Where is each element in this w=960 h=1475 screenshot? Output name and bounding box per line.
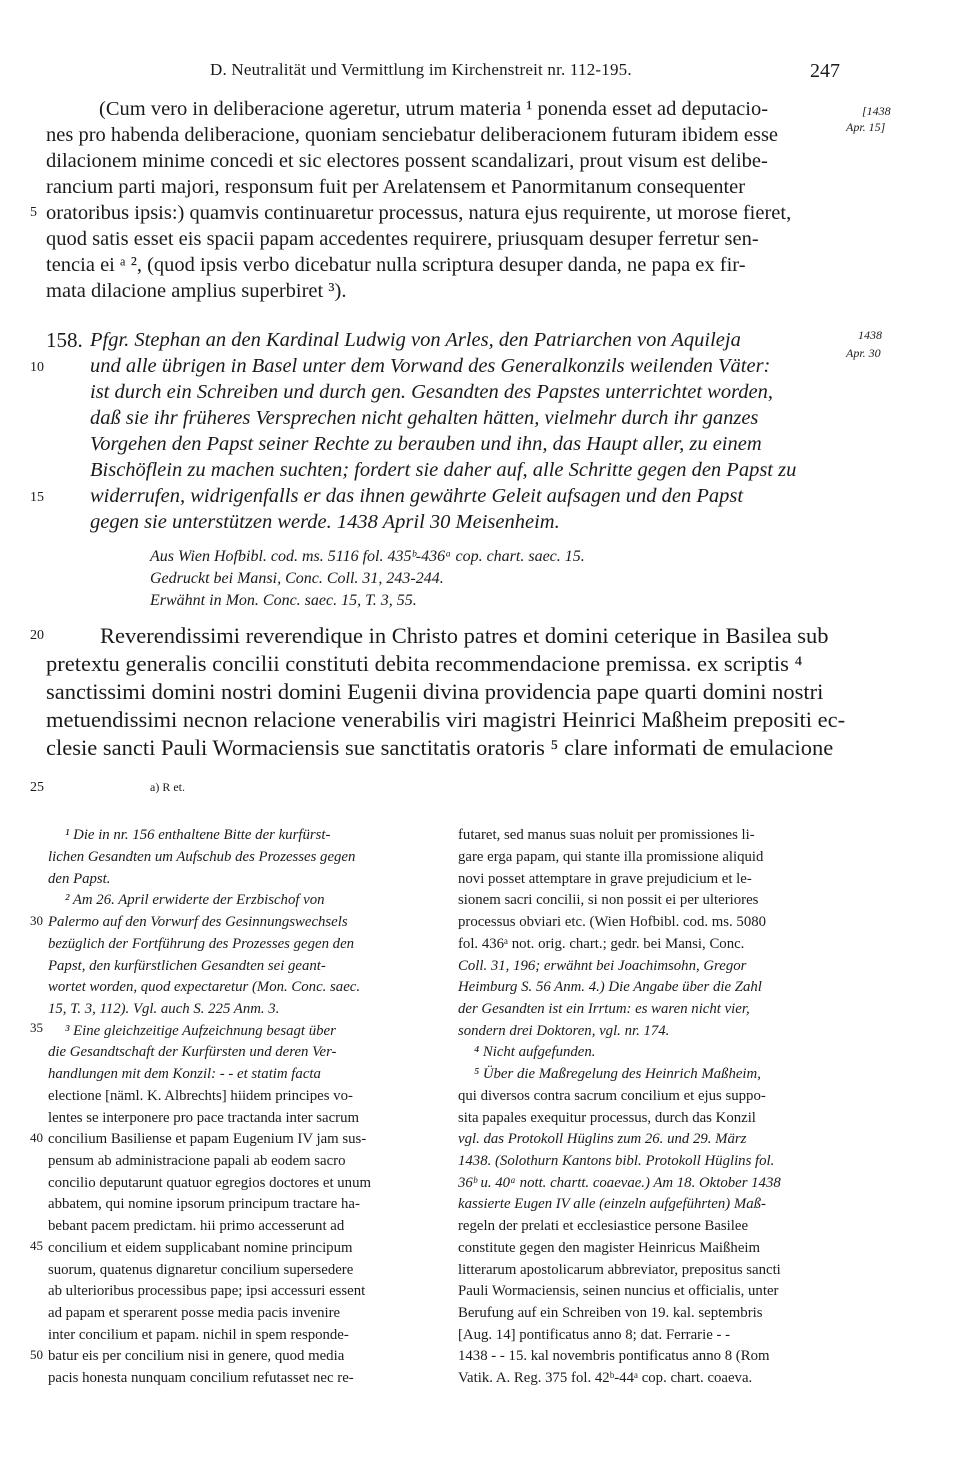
margin-date: [1438: [862, 104, 891, 118]
footnote-line: ² Am 26. April erwiderte der Erzbischof von: [65, 892, 325, 908]
intro-line: (Cum vero in deliberacione ageretur, utrum materia ¹ ponenda esset ad deputacio-: [99, 98, 769, 120]
footnote-line: suorum, quatenus dignaretur concilium supersedere: [48, 1262, 354, 1278]
line-number: 50: [30, 1347, 43, 1362]
footnote-line: lichen Gesandten um Aufschub des Prozesses gegen: [48, 849, 356, 865]
margin-date: Apr. 15]: [846, 120, 886, 134]
running-title: D. Neutralität und Vermittlung im Kirchenstreit nr. 112-195.: [210, 60, 632, 79]
intro-line: quod satis esset eis spacii papam accedentes requirere, priusquam desuper ferretur sen-: [46, 228, 759, 250]
regest-line: daß sie ihr früheres Versprechen nicht gehalten hätten, vielmehr durch ihr ganzes: [90, 407, 759, 429]
footnote-line: regeln der prelati et ecclesiastice persone Basilee: [458, 1218, 749, 1234]
footnote-line: lentes se interponere pro pace tractanda inter sacrum: [48, 1110, 359, 1126]
line-number: 15: [30, 490, 44, 505]
line-number: 10: [30, 360, 44, 375]
footnote-line: ab ulterioribus processibus pape; ipsi accessuri essent: [48, 1283, 366, 1299]
footnote-line: Coll. 31, 196; erwähnt bei Joachimsohn, Gregor: [458, 958, 747, 974]
footnote-line: ad papam et sperarent posse media pacis invenire: [48, 1305, 341, 1321]
source-line: Aus Wien Hofbibl. cod. ms. 5116 fol. 435ᵇ-436ᵃ cop. chart. saec. 15.: [150, 548, 585, 565]
intro-line: tencia ei ᵃ ², (quod ipsis verbo dicebatur nulla scriptura desuper danda, ne papa ex fir-: [46, 254, 746, 276]
footnote-line: sionem sacri concilii, si non possit ei per ulteriores: [458, 892, 759, 908]
text-line: Reverendissimi reverendique in Christo patres et domini ceterique in Basilea sub: [100, 623, 829, 648]
intro-line: dilacionem minime concedi et sic electores possent scandalizari, prout visum est delibe-: [46, 150, 768, 172]
intro-line: rancium parti majori, responsum fuit per Arelatensem et Panormitanum consequenter: [46, 176, 746, 198]
footnote-line: 15, T. 3, 112). Vgl. auch S. 225 Anm. 3.: [48, 1001, 280, 1017]
intro-line: oratoribus ipsis:) quamvis continuaretur processus, natura ejus requirente, ut morose fieret,: [46, 202, 792, 224]
footnote-line: Heimburg S. 56 Anm. 4.) Die Angabe über die Zahl: [458, 979, 762, 995]
footnote-line: ¹ Die in nr. 156 enthaltene Bitte der kurfürst-: [65, 827, 331, 843]
footnote-line: Berufung auf ein Schreiben von 19. kal. septembris: [458, 1305, 763, 1321]
footnote-line: concilium et eidem supplicabant nomine principum: [48, 1240, 353, 1256]
footnote-line: der Gesandten ist ein Irrtum: es waren nicht vier,: [458, 1001, 750, 1017]
footnote-line: den Papst.: [48, 871, 111, 887]
regest-line: gegen sie unterstützen werde. 1438 April 30 Meisenheim.: [90, 511, 560, 533]
footnote-line: wortet worden, quod expectaretur (Mon. Conc. saec.: [48, 979, 361, 995]
footnote-line: novi posset attemptare in grave prejudicium et le-: [458, 871, 752, 887]
footnote-line: gare erga papam, qui stante illa promissione aliquid: [458, 849, 764, 865]
footnote-line: futaret, sed manus suas noluit per promissiones li-: [458, 827, 755, 843]
regest-line: Pfgr. Stephan an den Kardinal Ludwig von Arles, den Patriarchen von Aquileja: [90, 329, 741, 351]
footnote-line: sondern drei Doktoren, vgl. nr. 174.: [458, 1023, 670, 1039]
regest-line: ist durch ein Schreiben und durch gen. Gesandten des Papstes unterrichtet worden,: [90, 381, 774, 403]
margin-date: 1438: [858, 328, 882, 342]
footnote-line: litterarum apostolicarum abbreviator, prepositus sancti: [458, 1262, 781, 1278]
regest-line: und alle übrigen in Basel unter dem Vorwand des Generalkonzils weilenden Väter:: [90, 355, 771, 377]
footnote-line: ⁵ Über die Maßregelung des Heinrich Maßheim,: [474, 1066, 761, 1082]
regest-line: widerrufen, widrigenfalls er das ihnen gewährte Geleit aufsagen und den Papst: [90, 485, 744, 507]
line-number: 35: [30, 1020, 43, 1035]
footnote-line: vgl. das Protokoll Hüglins zum 26. und 29. März: [458, 1131, 747, 1147]
footnote-line: batur eis per concilium nisi in genere, quod media: [48, 1348, 345, 1364]
footnote-line: pensum ab administracione papali ab eodem sacro: [48, 1153, 346, 1169]
text-line: pretextu generalis concilii constituti debita recommendacione premissa. ex scriptis ⁴: [46, 651, 803, 676]
footnote-line: ⁴ Nicht aufgefunden.: [474, 1044, 596, 1060]
footnote-line: ³ Eine gleichzeitige Aufzeichnung besagt über: [65, 1023, 336, 1039]
footnote-line: 36ᵇ u. 40ᵃ nott. chartt. coaevae.) Am 18. Oktober 1438: [458, 1175, 781, 1191]
variant-note: a) R et.: [150, 780, 185, 794]
intro-line: nes pro habenda deliberacione, quoniam senciebatur deliberacionem futuram ibidem esse: [46, 124, 779, 146]
footnote-line: bebant pacem predictam. hii primo accesserunt ad: [48, 1218, 345, 1234]
footnote-line: die Gesandtschaft der Kurfürsten und deren Ver-: [48, 1044, 337, 1060]
footnote-line: Palermo auf den Vorwurf des Gesinnungswechsels: [48, 914, 348, 930]
footnote-line: handlungen mit dem Konzil: - - et statim facta: [48, 1066, 321, 1082]
line-number: 40: [30, 1130, 43, 1145]
regest-line: Bischöflein zu machen suchten; fordert sie daher auf, alle Schritte gegen den Papst zu: [90, 459, 797, 481]
footnote-line: kassierte Eugen IV alle (einzeln aufgeführten) Maß-: [458, 1196, 766, 1212]
footnote-line: 1438. (Solothurn Kantons bibl. Protokoll Hüglins fol.: [458, 1153, 775, 1169]
line-number: 45: [30, 1238, 43, 1253]
document-number: 158.: [46, 328, 83, 352]
footnote-line: 1438 - - 15. kal novembris pontificatus anno 8 (Rom: [458, 1348, 770, 1364]
footnote-line: electione [näml. K. Albrechts] hiidem principes vo-: [48, 1088, 353, 1104]
footnote-line: fol. 436ᵃ not. orig. chart.; gedr. bei Mansi, Conc.: [458, 936, 745, 952]
page-number: 247: [810, 60, 840, 82]
footnote-line: abbatem, qui nomine ipsorum principum tractare ha-: [48, 1196, 360, 1212]
text-line: sanctissimi domini nostri domini Eugenii divina providencia pape quarti domini nostri: [46, 679, 824, 704]
source-line: Gedruckt bei Mansi, Conc. Coll. 31, 243-244.: [150, 570, 444, 587]
text-line: clesie sancti Pauli Wormaciensis sue sanctitatis oratoris ⁵ clare informati de emulacione: [46, 735, 834, 760]
footnote-line: processus obviari etc. (Wien Hofbibl. cod. ms. 5080: [458, 914, 767, 930]
footnote-line: Vatik. A. Reg. 375 fol. 42ᵇ-44ᵃ cop. chart. coaeva.: [458, 1370, 753, 1386]
footnote-line: pacis honesta nunquam concilium refutasset nec re-: [48, 1370, 354, 1386]
footnote-line: Papst, den kurfürstlichen Gesandten sei geant-: [48, 958, 326, 974]
line-number: 20: [30, 628, 44, 643]
footnote-line: qui diversos contra sacrum concilium et ejus suppo-: [458, 1088, 766, 1104]
text-line: metuendissimi necnon relacione venerabilis viri magistri Heinrici Maßheim prepositi ec-: [46, 707, 846, 732]
regest-line: Vorgehen den Papst seiner Rechte zu berauben und ihn, das Haupt aller, zu einem: [90, 433, 762, 455]
footnote-line: inter concilium et papam. nichil in spem responde-: [48, 1327, 349, 1343]
intro-line: mata dilacione amplius superbiret ³).: [46, 280, 347, 302]
footnote-line: [Aug. 14] pontificatus anno 8; dat. Ferrarie - -: [458, 1327, 731, 1343]
footnote-line: Pauli Wormaciensis, seinen nuncius et officialis, unter: [458, 1283, 779, 1299]
margin-date: Apr. 30: [846, 346, 881, 360]
footnote-line: constitute gegen den magister Heinricus Maißheim: [458, 1240, 761, 1256]
line-number: 25: [30, 780, 44, 795]
source-line: Erwähnt in Mon. Conc. saec. 15, T. 3, 55.: [150, 592, 417, 609]
footnote-line: concilio deputarunt quatuor egregios doctores et unum: [48, 1175, 371, 1191]
line-number: 30: [30, 913, 43, 928]
footnote-line: bezüglich der Fortführung des Prozesses gegen den: [48, 936, 355, 952]
line-number: 5: [30, 205, 37, 220]
footnote-line: sita papales exequitur processus, durch das Konzil: [458, 1110, 756, 1126]
footnote-line: concilium Basiliense et papam Eugenium IV jam sus-: [48, 1131, 367, 1147]
